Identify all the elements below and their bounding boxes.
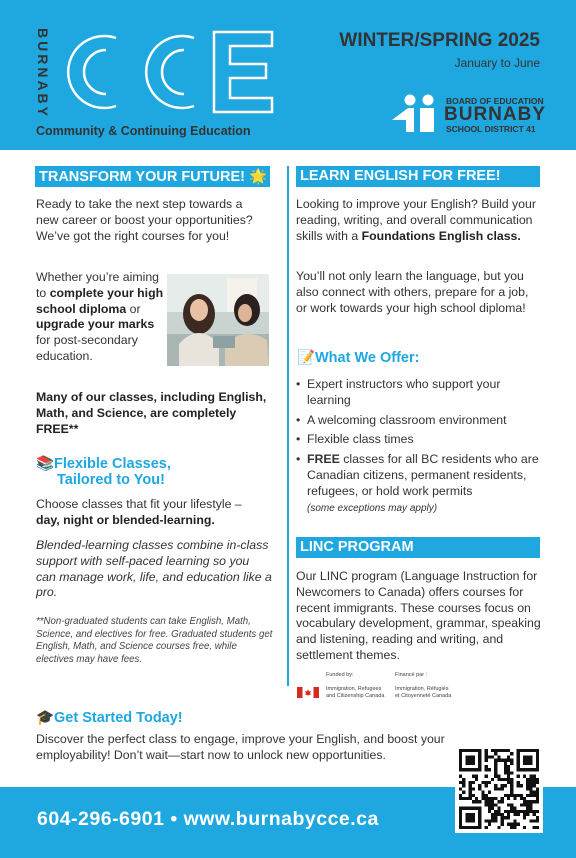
- learn-english-heading: LEARN ENGLISH FOR FREE!: [296, 166, 540, 187]
- intro-paragraph: Ready to take the next step towards a new career or boost your opportunities? We’ve got the right courses for you!: [36, 197, 253, 243]
- get-started-paragraph: Discover the perfect class to engage, improve your English, and boost your employability! Don’t wait—start now to unlock new opportunities.: [36, 732, 445, 762]
- canada-flag-icon: [297, 687, 319, 698]
- transform-heading: TRANSFORM YOUR FUTURE! 🌟: [35, 166, 270, 187]
- connect-paragraph: You’ll not only learn the language, but you also connect with others, prepare for a job, or work towards your high school diploma!: [296, 269, 529, 315]
- students-photo: [167, 274, 269, 366]
- season-months: January to June: [454, 56, 540, 70]
- whether-paragraph: Whether you’re aiming to complete your high school diploma or upgrade your marks for post-secondary education.: [36, 270, 164, 363]
- choose-paragraph: Choose classes that fit your lifestyle – day, night or blended-learning.: [36, 497, 242, 527]
- school-district-logo-icon: [390, 94, 442, 134]
- season-title: WINTER/SPRING 2025: [339, 30, 540, 51]
- finance-par-label: Financé par :: [395, 672, 428, 678]
- linc-paragraph: Our LINC program (Language Instruction for Newcomers to Canada) offers courses for recent immigrants. These courses focus on vocabulary development, grammar, speaking and listening, reading and writing, and settlement themes.: [296, 569, 541, 662]
- list-item: • FREE classes for all BC residents who are Canadian citizens, permanent residents, refugees, or hold work permits (some exceptions may apply): [296, 452, 542, 516]
- graduation-cap-icon: 🎓: [36, 710, 55, 726]
- cce-subtitle: Community & Continuing Education: [36, 124, 251, 138]
- district-number: SCHOOL DISTRICT 41: [446, 124, 536, 134]
- district-board-label: BOARD OF EDUCATION: [446, 96, 544, 106]
- get-started-heading: 🎓Get Started Today!: [36, 710, 183, 726]
- footnote: **Non-graduated students can take English, Math, Science, and electives for free. Graduated students get English, Math, and Science courses free, while electives may have fees.: [36, 616, 273, 665]
- ircc-french: Immigration, Réfugiés et Citoyenneté Canada: [395, 686, 452, 699]
- column-divider: [287, 166, 289, 686]
- offer-list: [296, 377, 542, 520]
- blended-paragraph: Blended-learning classes combine in-class support with self-paced learning so you can manage work, life, and education like a pro.: [36, 538, 272, 600]
- district-name: BURNABY: [444, 104, 546, 125]
- burnaby-vertical-wordmark: [31, 28, 51, 120]
- books-icon: 📚: [36, 456, 55, 472]
- linc-heading: LINC PROGRAM: [296, 537, 540, 558]
- list-item: • Expert instructors who support your learning: [296, 377, 542, 409]
- qr-code-icon: [459, 749, 539, 829]
- memo-icon: 📝: [297, 350, 316, 366]
- ircc-english: Immigration, Refugees and Citizenship Canada: [326, 686, 385, 699]
- what-we-offer-heading: 📝What We Offer:: [297, 350, 420, 366]
- qr-code[interactable]: [455, 745, 543, 833]
- contact-line[interactable]: 604-296-6901 • www.burnabycce.ca: [37, 808, 379, 830]
- burnaby-vertical-text: BURNABY: [35, 28, 51, 119]
- funded-by-label: Funded by:: [326, 672, 354, 678]
- free-classes-note: Many of our classes, including English, Math, and Science, are completely FREE**: [36, 390, 267, 436]
- list-item: • A welcoming classroom environment: [296, 413, 542, 429]
- cce-logo: [54, 24, 276, 120]
- list-item: • Flexible class times: [296, 432, 542, 448]
- flexible-classes-heading: 📚Flexible Classes, Tailored to You!: [36, 456, 171, 488]
- learn-english-intro: Looking to improve your English? Build your reading, writing, and overall communication skills with a Foundations English class.: [296, 197, 536, 243]
